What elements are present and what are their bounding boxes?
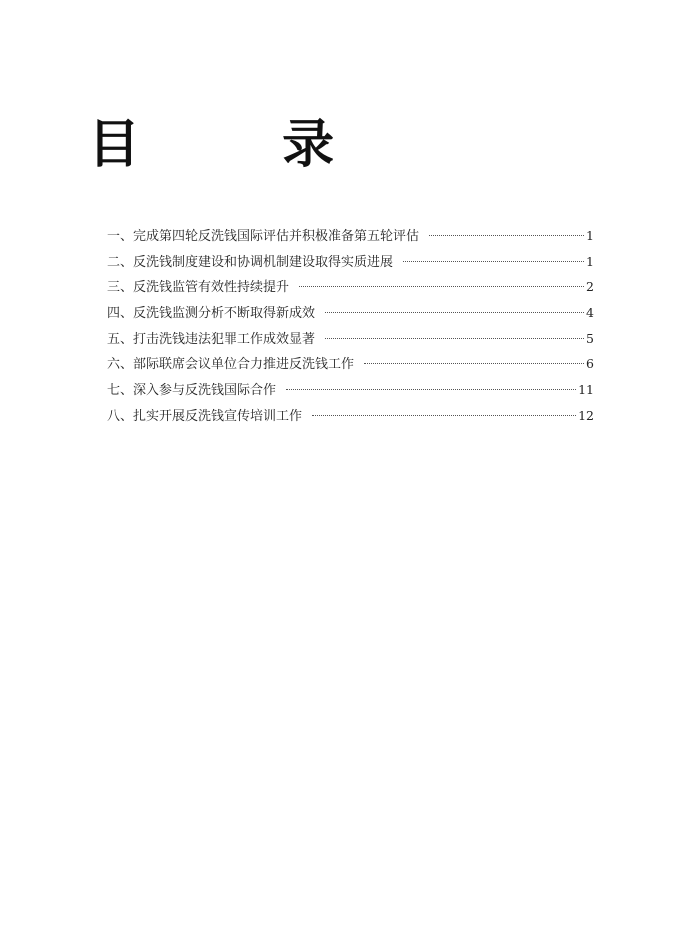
toc-entry-page-number: 4 (586, 305, 594, 321)
toc-dot-leader (403, 261, 584, 262)
toc-dot-leader (325, 338, 584, 339)
toc-entry[interactable] (107, 354, 594, 380)
page-title: 目 录 (88, 115, 397, 175)
toc-dot-leader (286, 389, 576, 390)
table-of-contents (107, 226, 594, 432)
toc-entry-label: 八、扎实开展反洗钱宣传培训工作 (107, 408, 303, 424)
toc-dot-leader (364, 363, 584, 364)
toc-entry[interactable] (107, 303, 594, 329)
toc-entry[interactable] (107, 329, 594, 355)
toc-entry[interactable] (107, 380, 594, 406)
toc-entry-label: 五、打击洗钱违法犯罪工作成效显著 (107, 331, 316, 347)
toc-dot-leader (429, 235, 584, 236)
toc-entry-label: 六、部际联席会议单位合力推进反洗钱工作 (107, 357, 355, 373)
toc-entry-page-number: 1 (586, 253, 594, 269)
toc-entry-label: 二、反洗钱制度建设和协调机制建设取得实质进展 (107, 254, 394, 270)
toc-entry[interactable] (107, 226, 594, 252)
toc-entry-page-number: 6 (586, 356, 594, 372)
toc-dot-leader (312, 415, 576, 416)
toc-entry-label: 七、深入参与反洗钱国际合作 (107, 383, 277, 399)
toc-entry-label: 一、完成第四轮反洗钱国际评估并积极准备第五轮评估 (107, 229, 420, 244)
toc-entry-page-number: 2 (586, 279, 594, 295)
toc-entry[interactable] (107, 277, 594, 303)
toc-dot-leader (299, 286, 584, 287)
toc-entry-page-number: 11 (578, 382, 594, 398)
toc-dot-leader (325, 312, 584, 313)
toc-entry-label: 四、反洗钱监测分析不断取得新成效 (107, 306, 316, 322)
toc-entry[interactable] (107, 252, 594, 278)
toc-entry[interactable] (107, 406, 594, 432)
toc-entry-page-number: 1 (586, 228, 594, 243)
toc-entry-label: 三、反洗钱监管有效性持续提升 (107, 280, 290, 296)
toc-entry-page-number: 12 (578, 407, 594, 423)
toc-entry-page-number: 5 (586, 330, 594, 346)
